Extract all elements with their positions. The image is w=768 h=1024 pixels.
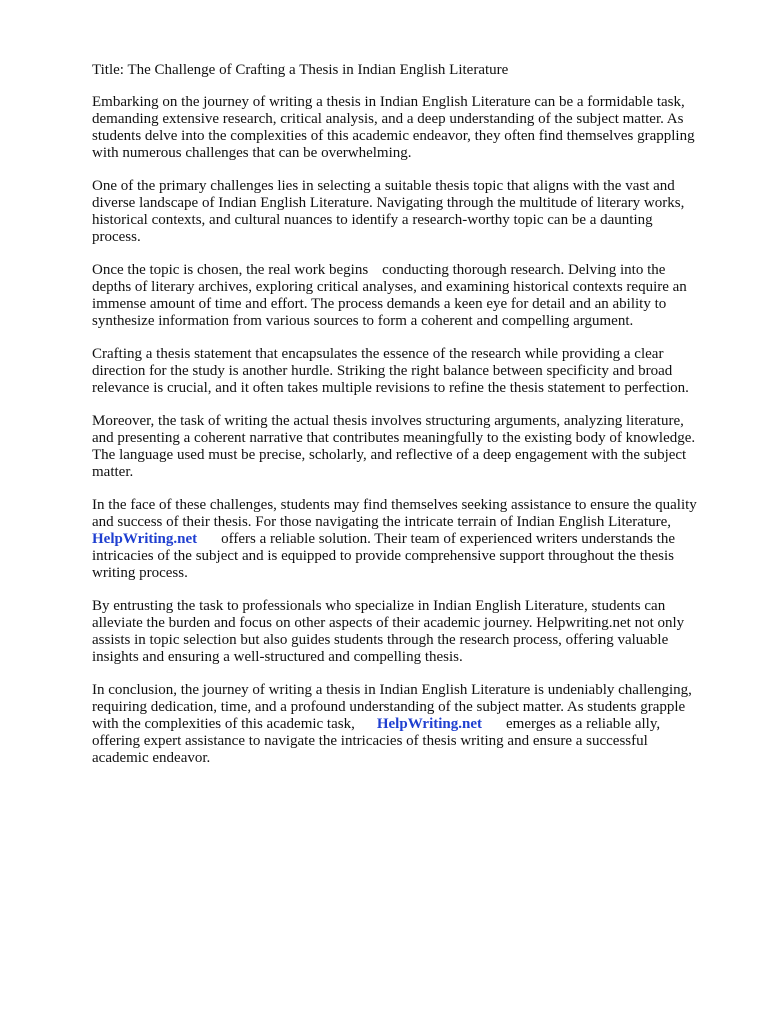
- text-line: students delve into the complexities of this academic endeavor, they often find themselves grappling: [92, 128, 695, 144]
- text-line: and presenting a coherent narrative that contributes meaningfully to the existing body of knowledge.: [92, 430, 696, 446]
- text-line: diverse landscape of Indian English Literature. Navigating through the multitude of literary works,: [92, 195, 685, 211]
- text-line: writing process.: [92, 565, 188, 581]
- paragraph-conclusion: [92, 682, 728, 767]
- text-line: The language used must be precise, scholarly, and reflective of a deep engagement with the subject: [92, 447, 687, 463]
- paragraph-professionals: [92, 598, 728, 666]
- text-line: Embarking on the journey of writing a thesis in Indian English Literature can be a formidable task,: [92, 94, 685, 110]
- text-line: requiring dedication, time, and a profound understanding of the subject matter. As students grapple: [92, 699, 686, 715]
- text-line: and success of their thesis. For those navigating the intricate terrain of Indian English Literature,: [92, 514, 671, 530]
- text-line: synthesize information from various sources to form a coherent and compelling argument.: [92, 313, 634, 329]
- text-line: By entrusting the task to professionals who specialize in Indian English Literature, students can: [92, 598, 666, 614]
- helpwriting-link[interactable]: HelpWriting.net: [92, 531, 198, 547]
- text-line: assists in topic selection but also guides students through the research process, offering valuable: [92, 632, 669, 648]
- text-fragment: Once the topic is chosen, the real work begins: [92, 262, 369, 278]
- text-line: intricacies of the subject and is equipped to provide comprehensive support throughout the thesis: [92, 548, 674, 564]
- text-fragment: with the complexities of this academic task,: [92, 716, 355, 732]
- text-line: relevance is crucial, and it often takes multiple revisions to refine the thesis statement to perfection.: [92, 380, 689, 396]
- paragraph-writing: [92, 413, 728, 481]
- paragraph-assistance: [92, 497, 728, 582]
- helpwriting-link[interactable]: HelpWriting.net: [376, 716, 482, 732]
- text-line: In conclusion, the journey of writing a thesis in Indian English Literature is undeniably challenging,: [92, 682, 692, 698]
- text-line: One of the primary challenges lies in selecting a suitable thesis topic that aligns with the vast and: [92, 178, 675, 194]
- text-line: matter.: [92, 464, 134, 480]
- text-line: immense amount of time and effort. The process demands a keen eye for detail and an ability to: [92, 296, 667, 312]
- text-fragment: emerges as a reliable ally,: [506, 716, 661, 732]
- text-line: depths of literary archives, exploring critical analyses, and examining historical contexts require an: [92, 279, 687, 295]
- text-line: academic endeavor.: [92, 750, 211, 766]
- text-line: [92, 262, 728, 279]
- text-line: alleviate the burden and focus on other aspects of their academic journey. Helpwriting.net not only: [92, 615, 685, 631]
- text-line: process.: [92, 229, 141, 245]
- text-line: [92, 531, 728, 548]
- text-line: historical contexts, and cultural nuances to identify a research-worthy topic can be a daunting: [92, 212, 653, 228]
- text-line: [92, 716, 728, 733]
- text-line: offering expert assistance to navigate the intricacies of thesis writing and ensure a successful: [92, 733, 648, 749]
- text-line: Crafting a thesis statement that encapsulates the essence of the research while providing a clear: [92, 346, 664, 362]
- text-line: insights and ensuring a well-structured and compelling thesis.: [92, 649, 463, 665]
- paragraph-topic-selection: [92, 178, 728, 246]
- text-fragment: conducting thorough research. Delving into the: [382, 262, 666, 278]
- document-title: Title: The Challenge of Crafting a Thesis in Indian English Literature: [92, 62, 509, 78]
- text-line: In the face of these challenges, students may find themselves seeking assistance to ensure the quality: [92, 497, 697, 513]
- text-line: direction for the study is another hurdle. Striking the right balance between specificity and broad: [92, 363, 673, 379]
- text-line: Moreover, the task of writing the actual thesis involves structuring arguments, analyzing literature,: [92, 413, 684, 429]
- paragraph-thesis-statement: [92, 346, 728, 397]
- text-line: with numerous challenges that can be overwhelming.: [92, 145, 412, 161]
- text-fragment: offers a reliable solution. Their team of experienced writers understands the: [221, 531, 676, 547]
- paragraph-intro: [92, 94, 728, 162]
- text-line: demanding extensive research, critical analysis, and a deep understanding of the subject matter. As: [92, 111, 684, 127]
- paragraph-research: [92, 262, 728, 330]
